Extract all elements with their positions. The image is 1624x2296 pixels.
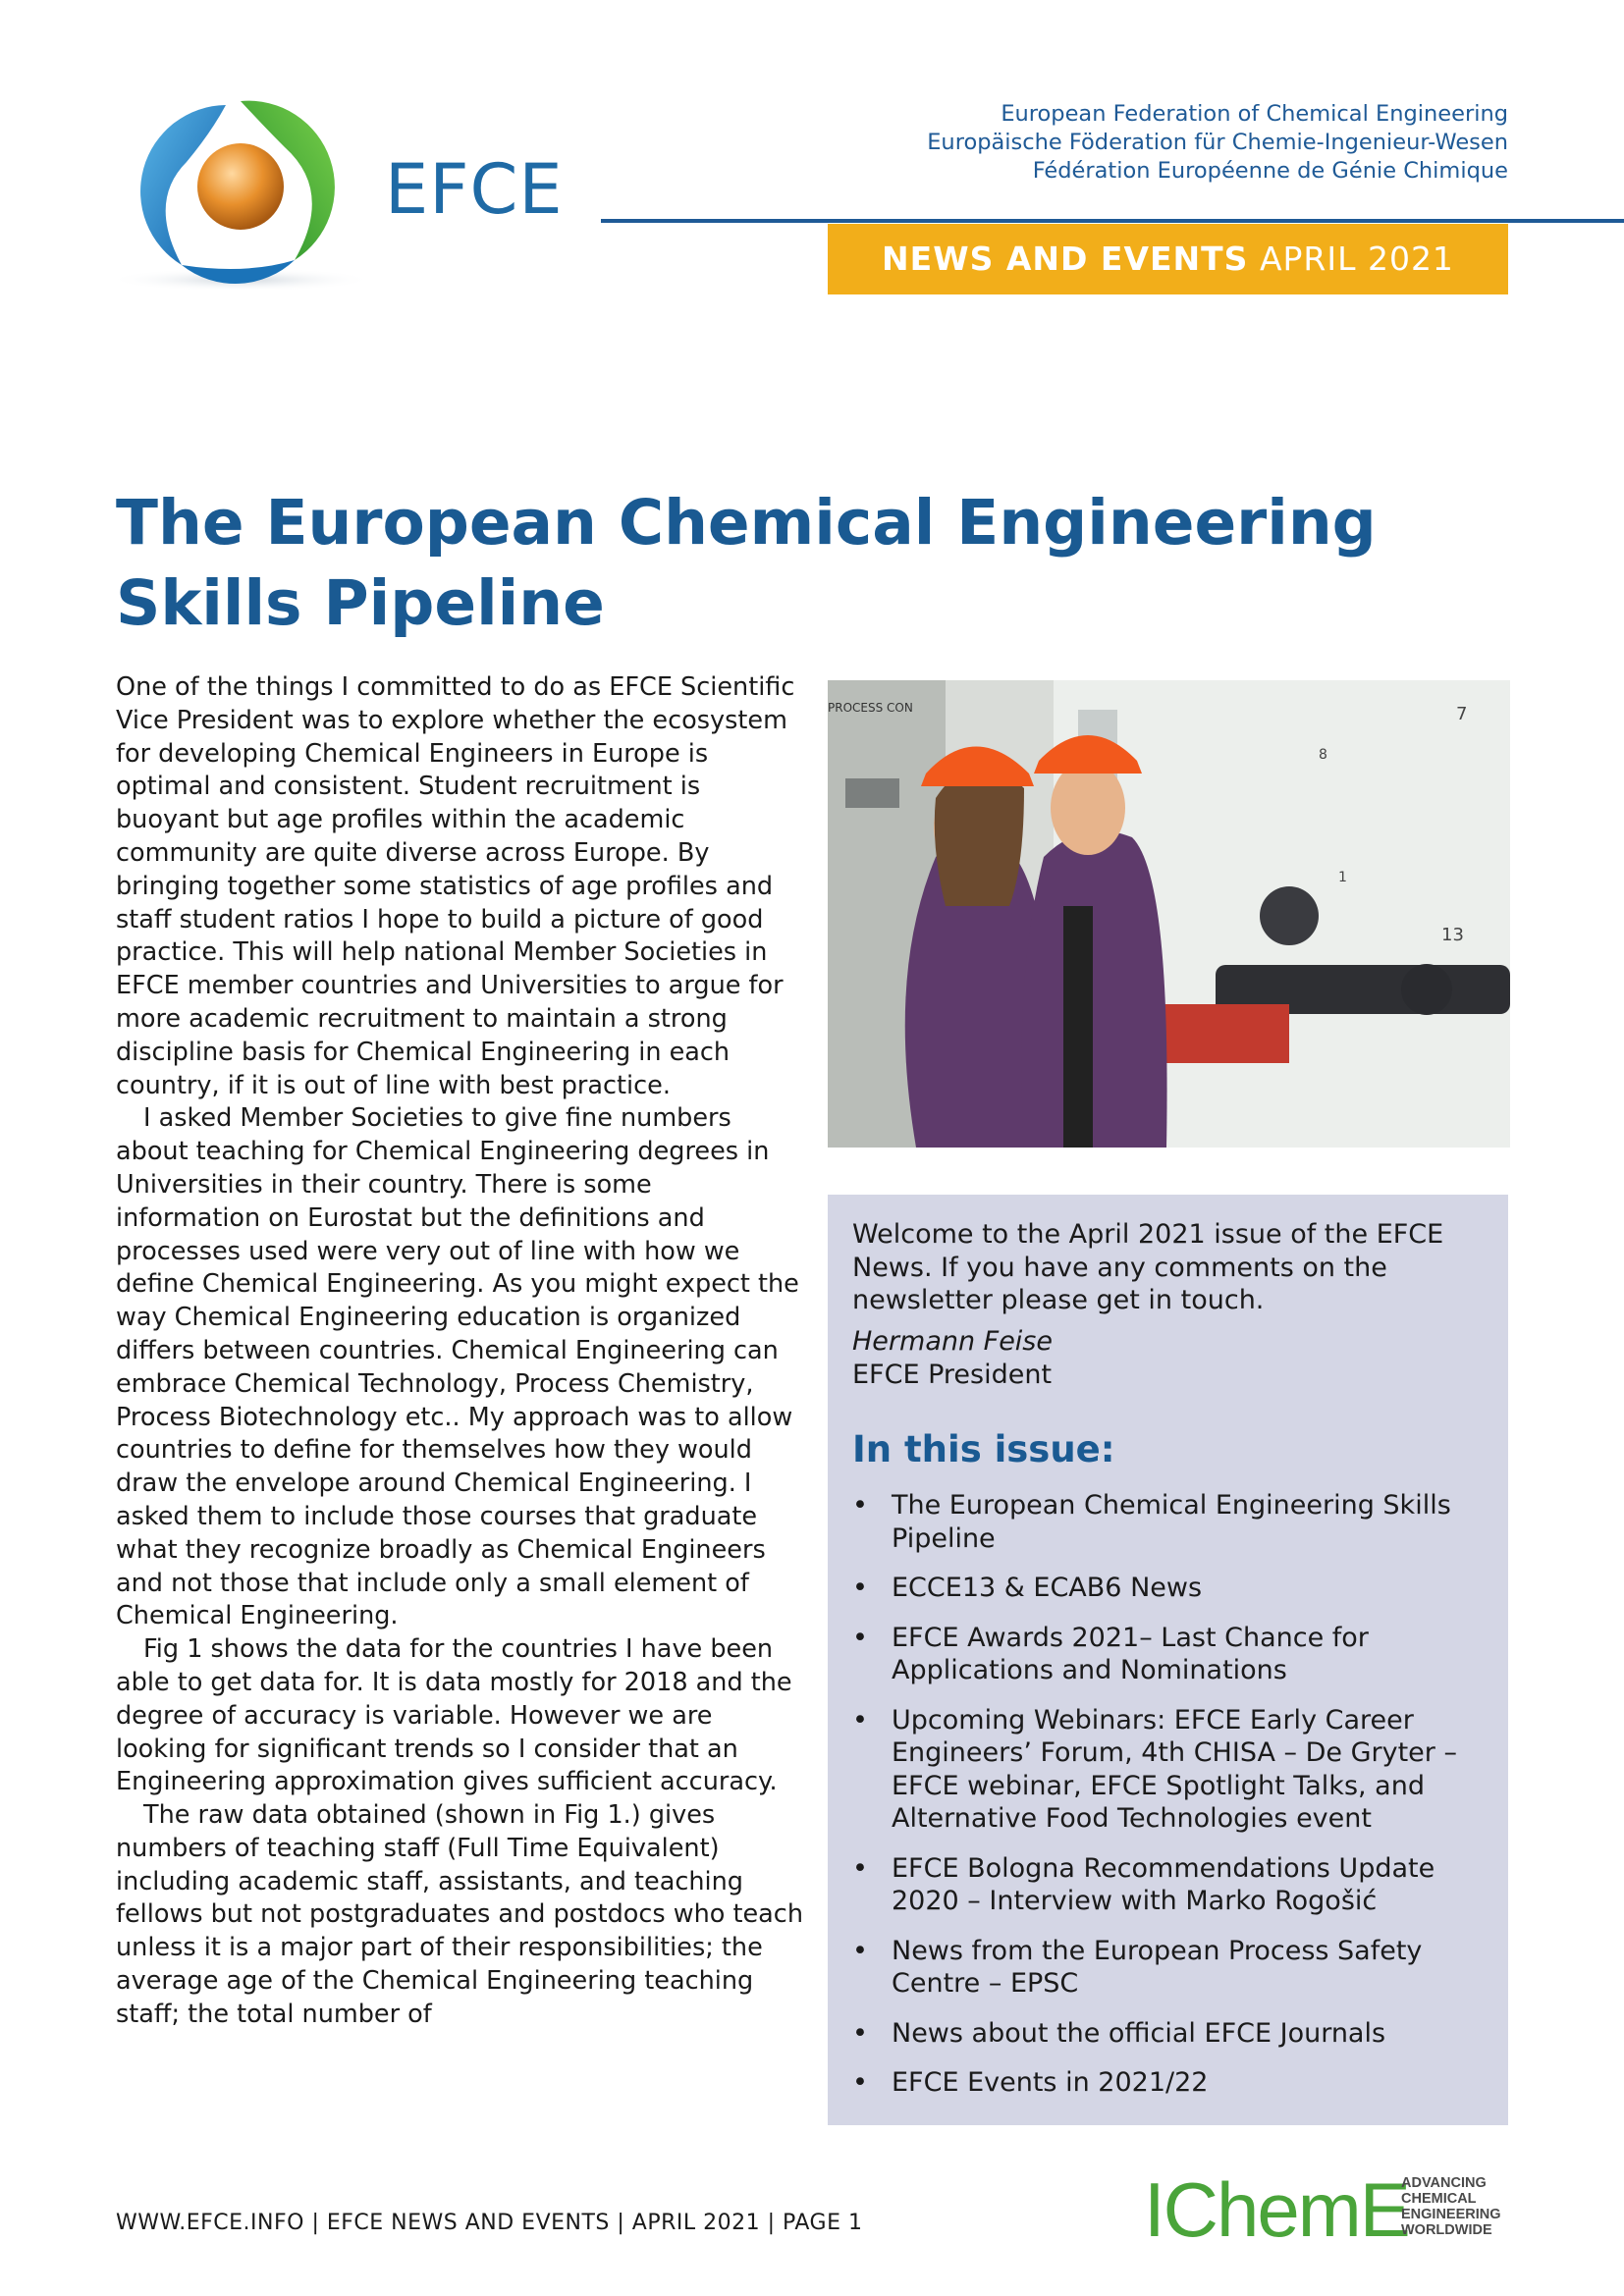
signature-role: EFCE President [852, 1360, 1053, 1390]
header-rule [601, 219, 1624, 223]
bullet-icon: • [852, 1935, 868, 1966]
banner-title: NEWS AND EVENTS [882, 240, 1249, 278]
icheme-tagline-line: ENGINEERING [1401, 2207, 1501, 2222]
icheme-logo [1144, 2167, 1517, 2246]
article-paragraph: Fig 1 shows the data for the countries I have been able to get data for. It is data mostly for 2018 and the degree of accuracy is variable. However we are looking for significant trends so I consider that an Engineering approximation gives sufficient accuracy. [116, 1634, 792, 1797]
issue-item-label: News about the official EFCE Journals [892, 2017, 1386, 2049]
bullet-icon: • [852, 1573, 868, 1603]
in-this-issue-heading: In this issue: [852, 1428, 1115, 1470]
federation-name-en: European Federation of Chemical Engineering [1001, 101, 1508, 127]
bullet-icon: • [852, 2067, 868, 2098]
article-paragraph: The raw data obtained (shown in Fig 1.) gives numbers of teaching staff (Full Time Equivalent) including academic staff, assistants, and teaching fellows but not postgraduates and postdocs who teach unless it is a major part of their responsibilities; the average age of the Chemical Engineering teaching staff; the total number of [116, 1800, 803, 2029]
bullet-icon: • [852, 1852, 868, 1884]
issue-item-label: Upcoming Webinars: EFCE Early Career Engineers’ Forum, 4th CHISA – De Gryter – EFCE webinar, EFCE Spotlight Talks, and Alternative Food Technologies event [892, 1704, 1457, 1834]
signature-name: Hermann Feise [852, 1326, 1053, 1357]
issue-item-label: News from the European Process Safety Centre – EPSC [892, 1935, 1423, 1999]
efce-logo-graphic [108, 93, 373, 290]
article-title-line-2: Skills Pipeline [116, 567, 605, 639]
article-title [116, 483, 1520, 644]
issue-item[interactable] [852, 1704, 1490, 1836]
page-footer: WWW.EFCE.INFO | EFCE NEWS AND EVENTS | APRIL 2021 | PAGE 1 [116, 2211, 863, 2235]
issue-item-label: The European Chemical Engineering Skills Pipeline [892, 1490, 1451, 1554]
photo-panel-label: PROCESS CON [828, 701, 913, 715]
efce-logo-text: EFCE [385, 149, 564, 230]
issue-item[interactable] [852, 1852, 1490, 1918]
bullet-icon: • [852, 2017, 868, 2049]
issue-item[interactable] [852, 1622, 1490, 1687]
issue-contents-list [852, 1489, 1490, 2116]
issue-item-label: ECCE13 & ECAB6 News [892, 1573, 1203, 1603]
issue-item[interactable] [852, 1572, 1490, 1605]
bullet-icon: • [852, 1704, 868, 1735]
issue-item[interactable] [852, 2017, 1490, 2051]
article-body [116, 671, 803, 2032]
photo-number: 7 [1456, 704, 1468, 724]
photo-number: 13 [1441, 925, 1464, 945]
banner-date: APRIL 2021 [1259, 240, 1454, 278]
issue-banner [828, 224, 1508, 294]
federation-name-de: Europäische Föderation für Chemie-Ingenieur-Wesen [927, 130, 1508, 155]
lab-photo [828, 680, 1510, 1148]
article-title-line-1: The European Chemical Engineering [116, 487, 1377, 559]
welcome-message: Welcome to the April 2021 issue of the EFCE News. If you have any comments on the newsletter please get in touch. [852, 1219, 1444, 1315]
icheme-logo-text: IChemE [1144, 2167, 1409, 2246]
article-paragraph: I asked Member Societies to give fine numbers about teaching for Chemical Engineering degrees in Universities in their country. There is some information on Eurostat but the definitions and processes used were very out of line with how we define Chemical Engineering. As you might expect the way Chemical Engineering education is organized differs between countries. Chemical Engineering can embrace Chemical Technology, Process Chemistry, Process Biotechnology etc.. My approach was to allow countries to define for themselves how they would draw the envelope around Chemical Engineering. I asked them to include those courses that graduate what they recognize broadly as Chemical Engineers and not those that include only a small element of Chemical Engineering. [116, 1103, 799, 1631]
issue-item-label: EFCE Awards 2021– Last Chance for Applications and Nominations [892, 1622, 1369, 1685]
photo-number: 1 [1338, 870, 1347, 885]
issue-item-label: EFCE Bologna Recommendations Update 2020 – Interview with Marko Rogošić [892, 1852, 1435, 1916]
photo-number: 8 [1319, 747, 1327, 763]
bullet-icon: • [852, 1490, 868, 1521]
sidebar-box [828, 1195, 1508, 2125]
federation-name-fr: Fédération Européenne de Génie Chimique [1032, 158, 1508, 184]
federation-names [927, 100, 1508, 186]
icheme-tagline-line: CHEMICAL [1401, 2191, 1477, 2207]
icheme-tagline-line: WORLDWIDE [1401, 2222, 1492, 2238]
issue-item-label: EFCE Events in 2021/22 [892, 2067, 1209, 2098]
issue-item[interactable] [852, 1935, 1490, 2001]
issue-item[interactable] [852, 1489, 1490, 1555]
article-paragraph: One of the things I committed to do as EFCE Scientific Vice President was to explore whether the ecosystem for developing Chemical Engineers in Europe is optimal and consistent. Student recruitment is buoyant but age profiles within the academic community are quite diverse across Europe. By bringing together some statistics of age profiles and staff student ratios I hope to build a picture of good practice. This will help national Member Societies in EFCE member countries and Universities to argue for more academic recruitment to maintain a strong discipline basis for Chemical Engineering in each country, if it is out of line with best practice. [116, 672, 795, 1100]
issue-item[interactable] [852, 2066, 1490, 2100]
icheme-tagline-line: ADVANCING [1401, 2175, 1487, 2191]
bullet-icon: • [852, 1622, 868, 1653]
